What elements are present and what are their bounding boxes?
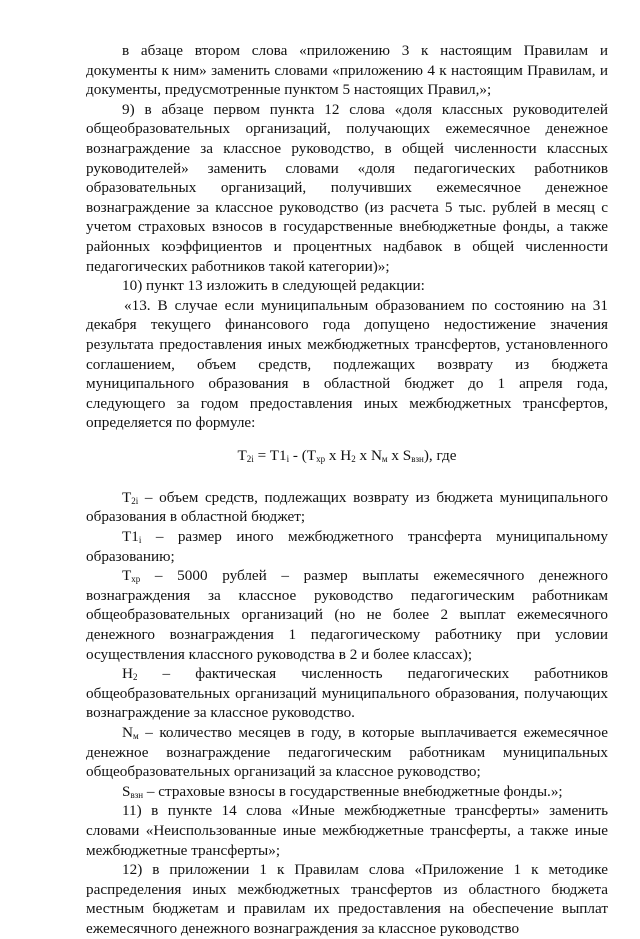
paragraph: «13. В случае если муниципальным образованием по состоянию на 31 декабря текущего финансового года допущено недостижение значения результата предоставления иных межбюджетных трансфертов, установленного соглашением, объем средств, подлежащих возврату из бюджета муниципального образования в областной бюджет до 1 апреля года, следующего за годом предоставления иных межбюджетных трансфертов, определяется по формуле: — [86, 296, 608, 432]
paragraph: 9) в абзаце первом пункта 12 слова «доля классных руководителей общеобразовательных организаций, получающих ежемесячное денежное вознаграждение за классное руководство, в общей численности классных руководителей» заменить словами «доля педагогических работников образовательных организаций, получивших ежемесячное денежное вознаграждение за классное руководство (из расчета 5 тыс. рублей в месяц с учетом страховых взносов в государственные внебюджетные фонды, а также районных коэффициентов и процентных надбавок в общей численности педагогических работников такой категории)»; — [86, 100, 608, 275]
definition: $T_{хр} - 5000$ рублей – размер выплаты ежемесячного денежного вознаграждения за классное руководство педагогическим работникам общеобразовательных организаций (но не более 2 выплат ежемесячного денежного вознаграждения 1 педагогическому работнику при условии осуществления классного руководства в 2 и более классах); — [86, 567, 608, 663]
formula: $T_{2i} = T1_i - (T_{хр}$ x $H_2$ x $N_м$ x $S_{взн}$), где — [237, 446, 457, 464]
definition: $S_{взн}$ – страховые взносы в государственные внебюджетные фонды.»; — [122, 782, 563, 800]
paragraph: 11) в пункте 14 слова «Иные межбюджетные трансферты» заменить словами «Неиспользованные иные межбюджетные трансферты, а также иные межбюджетные трансферты»; — [86, 802, 608, 859]
definition: $T1_i$ – размер иного межбюджетного трансферта муниципальному образованию; — [86, 528, 608, 565]
definition: $H_2$ – фактическая численность педагогических работников общеобразовательных организаций муниципального образования, получающих вознаграждение за классное руководство. — [86, 665, 608, 722]
paragraph: 10) пункт 13 изложить в следующей редакции: — [122, 277, 425, 295]
paragraph: 12) в приложении 1 к Правилам слова «Приложение 1 к методике распределения иных межбюджетных трансфертов из областного бюджета местным бюджетам и правилам их предоставления на обеспечение выплат ежемесячного денежного вознаграждения за классное руководство — [86, 861, 608, 937]
definition: $N_м$ – количество месяцев в году, в которые выплачивается ежемесячное денежное вознаграждение педагогическим работникам муниципальных общеобразовательных организаций за классное руководство; — [86, 724, 608, 781]
definition: $T_{2i}$ – объем средств, подлежащих возврату из бюджета муниципального образования в областной бюджет; — [86, 488, 608, 526]
paragraph: в абзаце втором слова «приложению 3 к настоящим Правилам и документы к ним» заменить словами «приложению 4 к настоящим Правилам, и документы, предусмотренные пунктом 5 настоящих Правил,»; — [86, 42, 608, 99]
